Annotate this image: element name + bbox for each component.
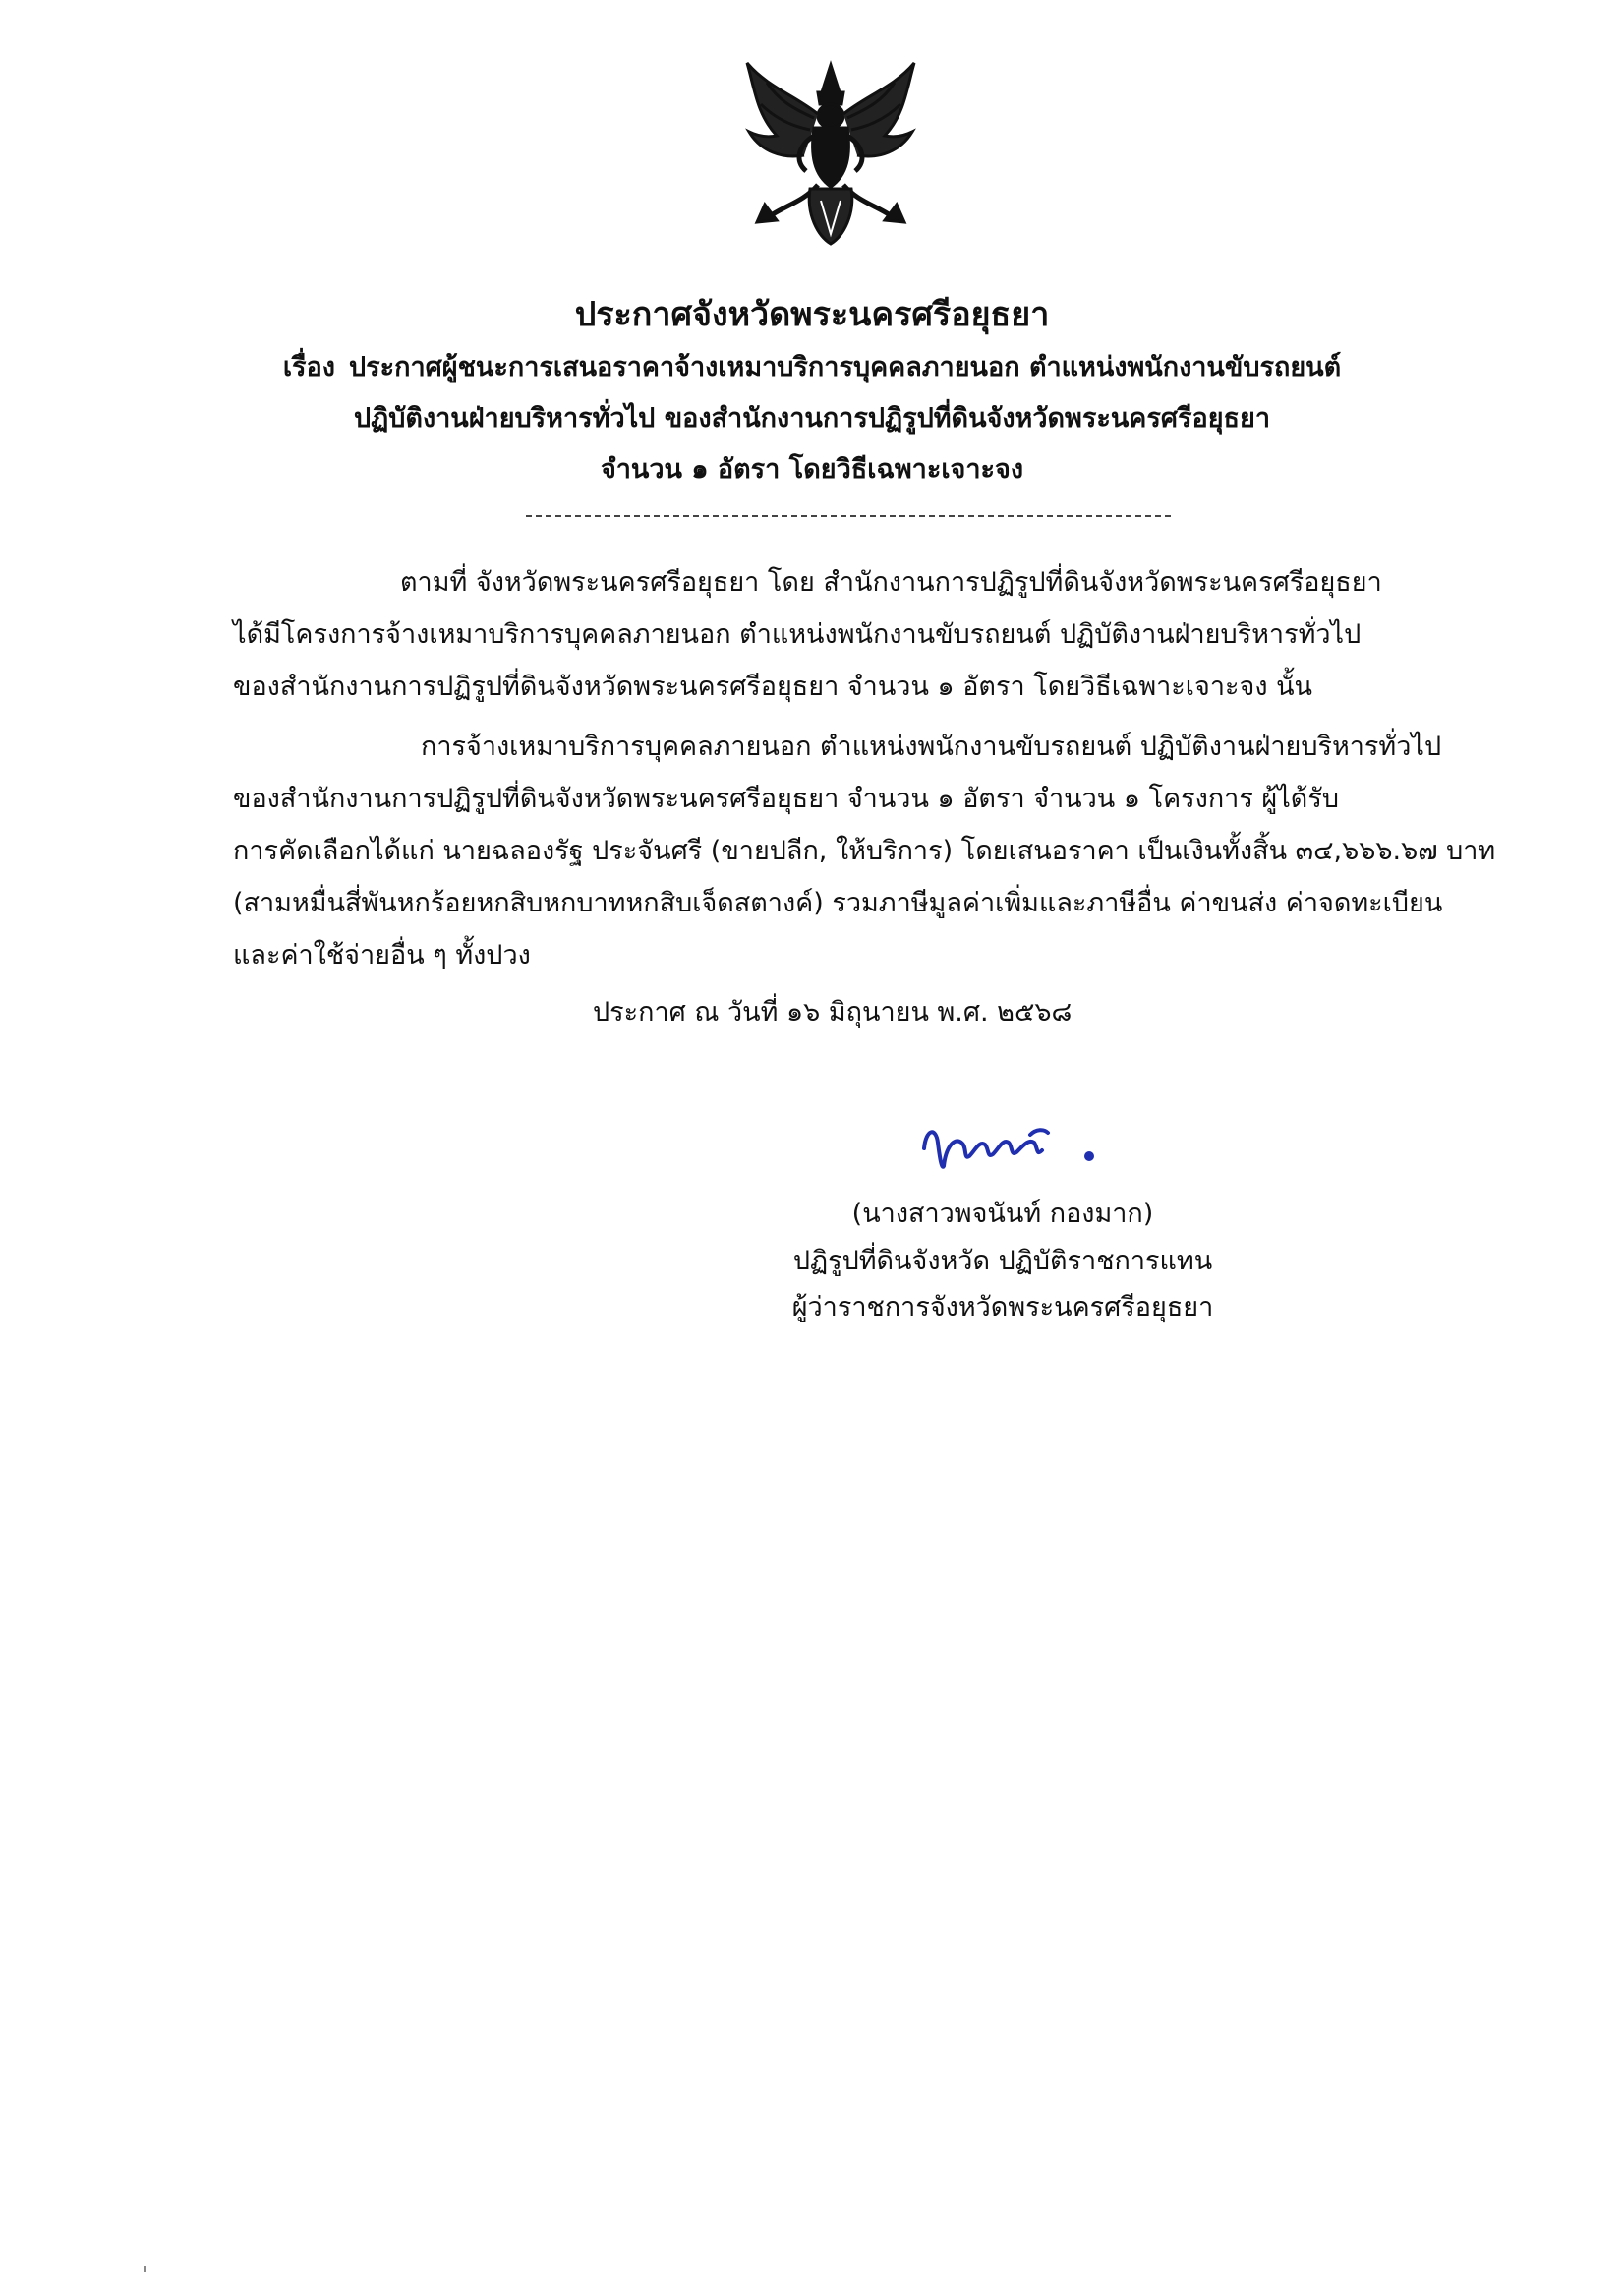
announcement-date: ประกาศ ณ วันที่ ๑๖ มิถุนายน พ.ศ. ๒๕๖๘ bbox=[593, 997, 1073, 1028]
handwritten-signature bbox=[914, 1109, 1131, 1178]
paragraph-1-line-2: ได้มีโครงการจ้างเหมาบริการบุคคลภายนอก ตำแหน่งพนักงานขับรถยนต์ ปฏิบัติงานฝ่ายบริหารทั่วไป bbox=[233, 619, 1362, 650]
header-divider bbox=[526, 515, 1171, 517]
subject-line-2: ปฏิบัติงานฝ่ายบริหารทั่วไป ของสำนักงานการปฏิรูปที่ดินจังหวัดพระนครศรีอยุธยา bbox=[354, 403, 1270, 434]
paragraph-2-line-1: การจ้างเหมาบริการบุคคลภายนอก ตำแหน่งพนักงานขับรถยนต์ ปฏิบัติงานฝ่ายบริหารทั่วไป bbox=[421, 732, 1442, 762]
garuda-emblem-icon bbox=[727, 57, 934, 250]
subject-text-1: ประกาศผู้ชนะการเสนอราคาจ้างเหมาบริการบุคคลภายนอก ตำแหน่งพนักงานขับรถยนต์ bbox=[348, 352, 1342, 382]
paragraph-1-line-1: ตามที่ จังหวัดพระนครศรีอยุธยา โดย สำนักงานการปฏิรูปที่ดินจังหวัดพระนครศรีอยุธยา bbox=[400, 567, 1382, 598]
paragraph-2-line-2: ของสำนักงานการปฏิรูปที่ดินจังหวัดพระนครศรีอยุธยา จำนวน ๑ อัตรา จำนวน ๑ โครงการ ผู้ได้รับ bbox=[233, 784, 1339, 814]
subject-line-3: จำนวน ๑ อัตรา โดยวิธีเฉพาะเจาะจง bbox=[600, 454, 1024, 485]
signatory-position-1: ปฏิรูปที่ดินจังหวัด ปฏิบัติราชการแทน bbox=[792, 1246, 1213, 1276]
paragraph-2-line-5: และค่าใช้จ่ายอื่น ๆ ทั้งปวง bbox=[233, 940, 531, 970]
document-title: ประกาศจังหวัดพระนครศรีอยุธยา bbox=[574, 295, 1050, 334]
paragraph-2-line-3: การคัดเลือกได้แก่ นายฉลองรัฐ ประจันศรี (ขายปลีก, ให้บริการ) โดยเสนอราคา เป็นเงินทั้งสิ้น ๓๔,๖๖๖.๖๗ บาท bbox=[233, 836, 1496, 866]
subject-line-1 bbox=[0, 351, 1624, 384]
subject-label: เรื่อง bbox=[282, 352, 335, 382]
signatory-name: (นางสาวพจนันท์ กองมาก) bbox=[851, 1199, 1154, 1229]
scan-artifact bbox=[144, 2266, 146, 2272]
paragraph-1-line-3: ของสำนักงานการปฏิรูปที่ดินจังหวัดพระนครศรีอยุธยา จำนวน ๑ อัตรา โดยวิธีเฉพาะเจาะจง นั้น bbox=[233, 672, 1312, 702]
signatory-position-2: ผู้ว่าราชการจังหวัดพระนครศรีอยุธยา bbox=[791, 1292, 1214, 1322]
paragraph-2-line-4: (สามหมื่นสี่พันหกร้อยหกสิบหกบาทหกสิบเจ็ดสตางค์) รวมภาษีมูลค่าเพิ่มและภาษีอื่น ค่าขนส่ง ค่าจดทะเบียน bbox=[233, 888, 1443, 918]
